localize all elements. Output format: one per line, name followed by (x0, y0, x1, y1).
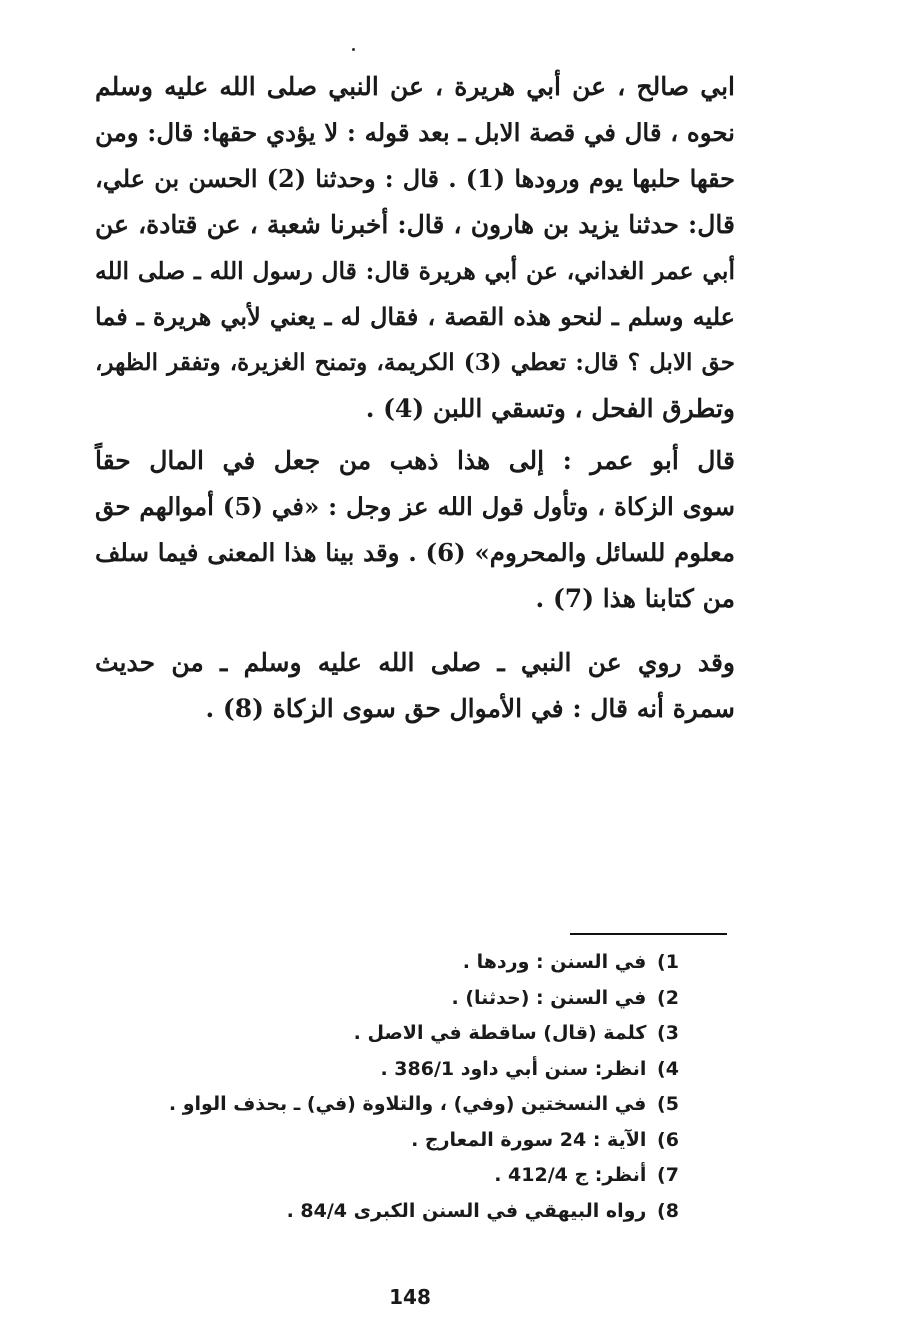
footnote-number: 8) (657, 1199, 679, 1222)
text-line: قال: حدثنا يزيد بن هارون ، قال: أخبرنا شعبة ، عن قتادة، عن (95, 210, 735, 239)
footnote-item (163, 1052, 683, 1088)
footnote-number: 3) (657, 1022, 679, 1044)
text-line: نحوه ، قال في قصة الابل ـ بعد قوله : لا يؤدي حقها: قال: ومن (95, 118, 735, 147)
footnote-text: في النسختين (وفي) ، والتلاوة (في) ـ بحذف الواو . (168, 1093, 647, 1115)
paragraph-2 (95, 438, 735, 622)
footnote-item (163, 945, 683, 981)
footnote-text: رواه البيهقي في السنن الكبرى 84/4 . (286, 1199, 647, 1222)
text-line: من كتابنا هذا (7) . (535, 584, 735, 613)
footnote-number: 2) (657, 986, 679, 1009)
footnote-item (163, 981, 683, 1017)
footnote-text: أنظر: ج 412/4 . (494, 1164, 647, 1186)
text-line: أبي عمر الغداني، عن أبي هريرة قال: قال رسول الله ـ صلى الله (95, 257, 735, 285)
footnote-item (163, 1158, 683, 1194)
text-line: وقد روي عن النبي ـ صلى الله عليه وسلم ـ من حديث (95, 648, 735, 677)
text-line: قال أبو عمر : إلى هذا ذهب من جعل في المال حقاً (95, 446, 735, 475)
text-line: ابي صالح ، عن أبي هريرة ، عن النبي صلى الله عليه وسلم (95, 72, 735, 101)
print-speck (352, 48, 355, 51)
footnote-number: 6) (657, 1128, 679, 1151)
text-line: سوى الزكاة ، وتأول قول الله عز وجل : «في (5) أموالهم حق (95, 492, 735, 521)
footnotes (163, 945, 683, 1229)
text-line: وتطرق الفحل ، وتسقي اللبن (4) . (365, 394, 735, 423)
footnote-text: في السنن : وردها . (462, 951, 647, 973)
paragraph-1 (95, 64, 735, 432)
text-line: سمرة أنه قال : في الأموال حق سوى الزكاة (8) . (205, 694, 735, 723)
footnote-item (163, 1016, 683, 1052)
footnote-item (163, 1087, 683, 1123)
footnote-text: في السنن : (حدثنا) . (451, 986, 647, 1009)
footnote-text: الآية : 24 سورة المعارج . (411, 1128, 647, 1151)
footnote-text: انظر: سنن أبي داود 386/1 . (380, 1057, 647, 1080)
paragraph-3 (95, 640, 735, 732)
footnote-number: 7) (657, 1164, 679, 1186)
text-line: حقها حلبها يوم ورودها (1) . قال : وحدثنا (2) الحسن بن علي، (95, 164, 736, 193)
footnote-number: 1) (657, 951, 679, 973)
footnote-number: 5) (657, 1093, 679, 1115)
footnote-separator (570, 933, 727, 935)
text-line: حق الابل ؟ قال: تعطي (3) الكريمة، وتمنح الغزيرة، وتفقر الظهر، (95, 349, 735, 376)
footnote-item (163, 1194, 683, 1230)
text-line: معلوم للسائل والمحروم» (6) . وقد بينا هذا المعنى فيما سلف (95, 538, 735, 567)
footnote-item (163, 1123, 683, 1159)
footnote-text: كلمة (قال) ساقطة في الاصل . (353, 1022, 647, 1044)
footnote-number: 4) (657, 1057, 679, 1080)
text-line: عليه وسلم ـ لنحو هذه القصة ، فقال له ـ يعني لأبي هريرة ـ فما (95, 302, 735, 331)
page-number: 148 (389, 1285, 431, 1309)
